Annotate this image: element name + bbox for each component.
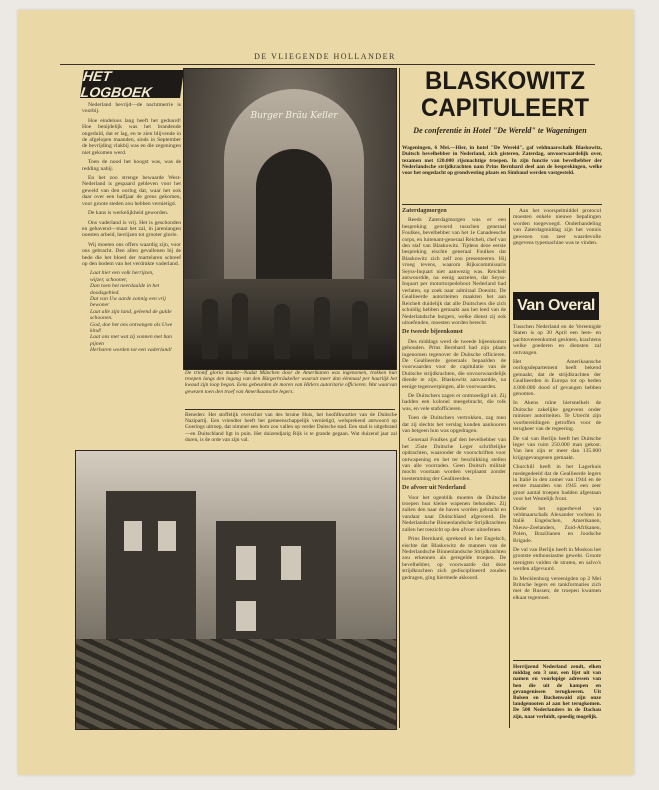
article-paragraph: Generaal Foulkes gaf den bevelhebber van het 25ste Duitsche Leger schriftelijke opdrachten, waaronder de voorschriften voor ontwapening en het ter beschikking stellen van alle voorraden. Geen Duitsch militair mocht voortaan worden verplaatst zonder toestemming der Geallieerden. — [402, 437, 506, 482]
article-paragraph: Des middags werd de tweede bijeenkomst gehouden. Prins Bernhard had zijn plaats ingenomen tegenover de Duitsche officieren. De Geallieerde generaals bepaalden de voorwaarden voor de capitulatie van de Duitsche strijdkrachten, die onvoorwaardelijk diende te zijn. Blaskowitz aanvaardde, na eenige tegenwerpingen, alle voorwaarden. — [402, 338, 506, 390]
logboek-paragraph: De kans is werkelijkheid geworden. — [88, 210, 169, 217]
logboek-paragraph: Wij moeten ons offers waardig zijn, voor ons gebracht. Den allen gevallenen bij de bede die het bloed der martelaren schreef op den bodem van het verdrukte vaderland. — [82, 241, 181, 267]
masthead-rule — [60, 64, 595, 65]
poem-line: Laat ons met wat zij vonnen met hun pijnen — [90, 334, 172, 347]
right-column-top — [513, 208, 601, 290]
news-bullet: De val van Berlijn heeft in Moskou het grootste enthousiasme gewekt. Groote menigten vulden de straten, en salvo's werden afgevuurd. — [513, 547, 601, 573]
van-overal-title: Van Overal — [513, 292, 599, 320]
article-paragraph: Voor het ogenblik moeten de Duitsche troepen hun kleine wapenen behouden. Zij zullen den naar de haven worden gebracht en vandaar naar Duitschland afgevoerd. De Nederlandsche Binnenlandsche Strijdkrachten zullen het toezicht op den afvoer uitoefenen. — [402, 494, 506, 533]
ruin-window — [124, 521, 142, 551]
section-heading: Zaterdagmorgen — [402, 208, 447, 214]
subheadline: De conferentie in Hotel "De Wereld" te Wageningen — [413, 126, 587, 135]
headline: BLASKOWITZ CAPITULEERT — [421, 67, 589, 122]
logboek-column — [82, 102, 181, 442]
logboek-title: HET LOGBOEK — [80, 70, 184, 98]
building-sign: Burger Bräu Keller — [250, 111, 338, 121]
news-bullet: Onder het opperbevel van veldmaarschalk Alexander vochten in Italië Engelschen, Amerikanen, Nieuw-Zeelanders, Zuid-Afrikanen, Polen, Brazilianen en Joodsche Brigade. — [513, 505, 601, 544]
article-column — [402, 208, 506, 728]
article-paragraph: Aan het voorspelmiddel protocol moesten enkele nieuwe bepalingen worden toegevoegd. Onderhandeling van Zaterdagmiddag zijn het vonnis gewezen van zeer waardevolle gegevens typemachine was te vinden. — [513, 208, 601, 247]
section-heading: De tweede bijeenkomst — [402, 328, 463, 336]
photo-ruins — [75, 450, 397, 730]
ruin-window — [158, 521, 176, 551]
lead-divider — [402, 204, 602, 205]
soldier-figure — [232, 293, 248, 359]
news-bullet: De val van Berlijn heeft het Duitsche leger van ruim 250.000 man gekost. Van hen zijn er meer dan 135.000 krijgsgevangenen gemaakt. — [513, 435, 601, 461]
photo-caption-bottom: Beneden: Het stoffelijk overschot van des bruine Huis, het hoofdkwartier van de Duitsche Nazipartij. Een vriendter heeft het gemeenschappelijk vernietigd, welsprekend antwoord op Goerings uitroep, dat nimmer een bom zou vallen op verder Duitsche stad. Een stad is uitgebrand—en Duitschland ligt in puin. Het duizendjarig Rijk is te grande gegaan. Wat duizend jaar zal duren, is de orde van zijn val. — [185, 412, 397, 443]
poem-line: wijzer, schooner, — [90, 276, 128, 283]
poem-line: Dat van Uw aarde zonnig een vrij bewoner — [90, 295, 166, 309]
logboek-paragraph: En het zoo strenge bewaarde West-Nederland is gespaard gebleven voor het geweld van den oorlog dat, waar het ook daar over een halfjaar de grens gekomen, voor groote steden zou hebben vernietigd. — [82, 175, 181, 207]
notice-box: Herrijzend Nederland zendt, elken middag om 3 uur, een lijst uit van namen en voorlopige adressen van hen die uit de kampen en gevangenissen terugkeeren. Uit Bolsen en Buchenwald zijn onze landgenooten al aan het terugkomen. De 500 Nederlanders in de Dachau zijn, naar verluidt, spoedig mogelijk. — [513, 660, 601, 720]
poem-line: Laat hier een volk herrijzen, — [90, 270, 154, 277]
soldier-figure — [314, 297, 330, 359]
article-paragraph: Toen de Duitschers vertrokken, zag men dat zij slechts het verslag konden aanhooren van hetgeen hun was opgedragen. — [402, 415, 506, 434]
photo-caption-top: De triomf gloria maakt—Nadat München door de Amerikanen was ingenomen, trokken hun troepen langs den ingang van den Bürgerbräukeller waaruit meer dan éénmaal per haarlijk het kwaad zijn loop begon. Eens gebeurden de moren van Hitlers autoritarie officieren. Wat waarvan gewezen toen den troef van Amerikaansche legers. — [185, 370, 397, 395]
column-divider — [509, 208, 510, 728]
poem-line: Laat alle zijn land, geleend de gulde schoonen. — [90, 308, 172, 322]
article-paragraph: De Duitschers zagen er ontmoedigd uit. Zij hadden een kolonel meegebracht, die tolk was, en vele stafofficieren. — [402, 392, 506, 412]
logboek-paragraph: Hoe eindeloos lang heeft het geduurd! Hoe benijdelijk was het brandende ongeduld, dat er lag, en te zien blijvende in de afgelopen maanden, sinds in September de bevrijding vlakbij was en die zegeningen niet gekomen werd. — [82, 117, 181, 156]
van-overal-column — [513, 324, 601, 658]
rubble — [76, 639, 396, 729]
soldier-figure — [274, 304, 290, 359]
article-paragraph: Prins Bernhard, sprekend in het Engelsch, eischte dat Blaskowitz de mannen van de Nederlandsche Binnenlandsche Strijdkrachten zou erkennen als geregelde troepen. De bevelhebber, op voorwaarde dat deze strijdkrachten zich gedisciplineerd zouden gedragen, ging hiermede akkoord. — [402, 536, 506, 581]
ruin-window — [281, 546, 301, 580]
soldier-figure — [202, 299, 218, 359]
poem-line: Dan toen het neerdaalde in het doodsgebied. — [90, 283, 160, 296]
archway — [256, 149, 332, 289]
masthead: DE VLIEGENDE HOLLANDER — [254, 52, 396, 61]
poem-line: God, doe het ons ontvangen als Uwe kind! — [90, 321, 173, 334]
logboek-paragraph: Nederland bevrijd—de nachtmerrie is voorbij. — [82, 102, 181, 115]
logboek-paragraph: Ons vaderland is vrij. Het is geschonden en gehavend—maar het zal, in jarenlangen noesten arbeid, herrijzen tot grooter glorie. — [82, 219, 181, 239]
article-paragraph: Reeds Zaterdagmorgen was er een bespreking gevoerd tusschen generaal Foulkes, bevelhebber van het 1e Canadeesche corps, en luitenant-generaal Reichelt, chef van den staf van Blaskowitz. Tijdens deze eerste bespreking eischte generaal Foulkes dat Blaskowitz zich zelf zou presenteeren. Hij vroeg tevens, waarom Rijkscommissaris Seyss-Inquart niet aanwezig was. Reichelt antwoordde, na eenig aarzelen, dat Seyss-Inquart per motortorpedoboot Nederland had verlaten, op zoek naar admiraal Doenitz. De Geallieerde autoriteiten maakten het aan Reichelt duidelijk dat alle Duitschers die zich schuldig hebben gemaakt aan het leed van de Nederlandsche burgers, welke dienst zij ook uitoefenden, moesten worden berecht. — [402, 217, 506, 326]
logboek-paragraph: Toen de nood het hoogst was, was de redding nabij. — [82, 159, 181, 172]
photo-burgerbraukeller — [183, 68, 397, 370]
ruin-window — [236, 546, 256, 580]
soldier-figure — [352, 301, 368, 359]
poem-line: Herbaren worden tot een vaderland! — [90, 347, 172, 354]
column-divider — [399, 68, 400, 728]
news-bullet: Tusschen Nederland en de Vereenigde Staten is op 30 April een leen- en pachtovereenkomst gesloten, krachtens welke goederen en diensten zal ontvangen. — [513, 324, 601, 356]
news-bullet: Churchill heeft in het Lagerhuis medegedeeld dat de Geallieerde legers in Italië in den zomer van 1944 en de eerste maanden van 1945 een zeer groot aantal troepen hadden afgestaan voor het Westelijk front. — [513, 464, 601, 503]
caption-divider — [185, 409, 395, 410]
news-bullet: In Mecklenburg vereenigden op 2 Mei Britsche legers en tankformaties zich met de Russen; de troepen kwamen elkaar tegemoet. — [513, 575, 601, 601]
ruin-wall — [106, 491, 196, 661]
news-bullet: In Akens ruïne hiersnelkeit de Duitsche zakelijke gegevens onder minister autoriteiten. Te Utrecht zijn voorbereidingen getroffen voor de terugkeer van de regeering. — [513, 400, 601, 433]
ruin-window — [236, 601, 256, 631]
section-heading: De afvoer uit Nederland — [402, 484, 466, 492]
news-bullet: Het Amerikaansche oorlogsdepartement heeft bekend gemaakt, dat de strijdkrachten der Geallieerden in Europa tot op heden 4.000.000 dood of gevangen hebben genomen. — [513, 359, 601, 398]
lead-paragraph: Wageningen, 6 Mei.—Hier, in hotel "De Wereld", gaf veldmaarschalk Blaskowitz, Duitsch bevelhebber in Nederland, zich gisteren, Zaterdag, onvoorwaardelijk over, tezamen met 120.000 rijsmachtige troepen. In zijn functie van bevelhebber der Nederlandsche strijdkrachten nam Prins Bernhard deel aan de besprekingen, welke voor het ongedacht op grondvesting plaats en Simbaud werden vastgesteld. — [402, 145, 602, 177]
